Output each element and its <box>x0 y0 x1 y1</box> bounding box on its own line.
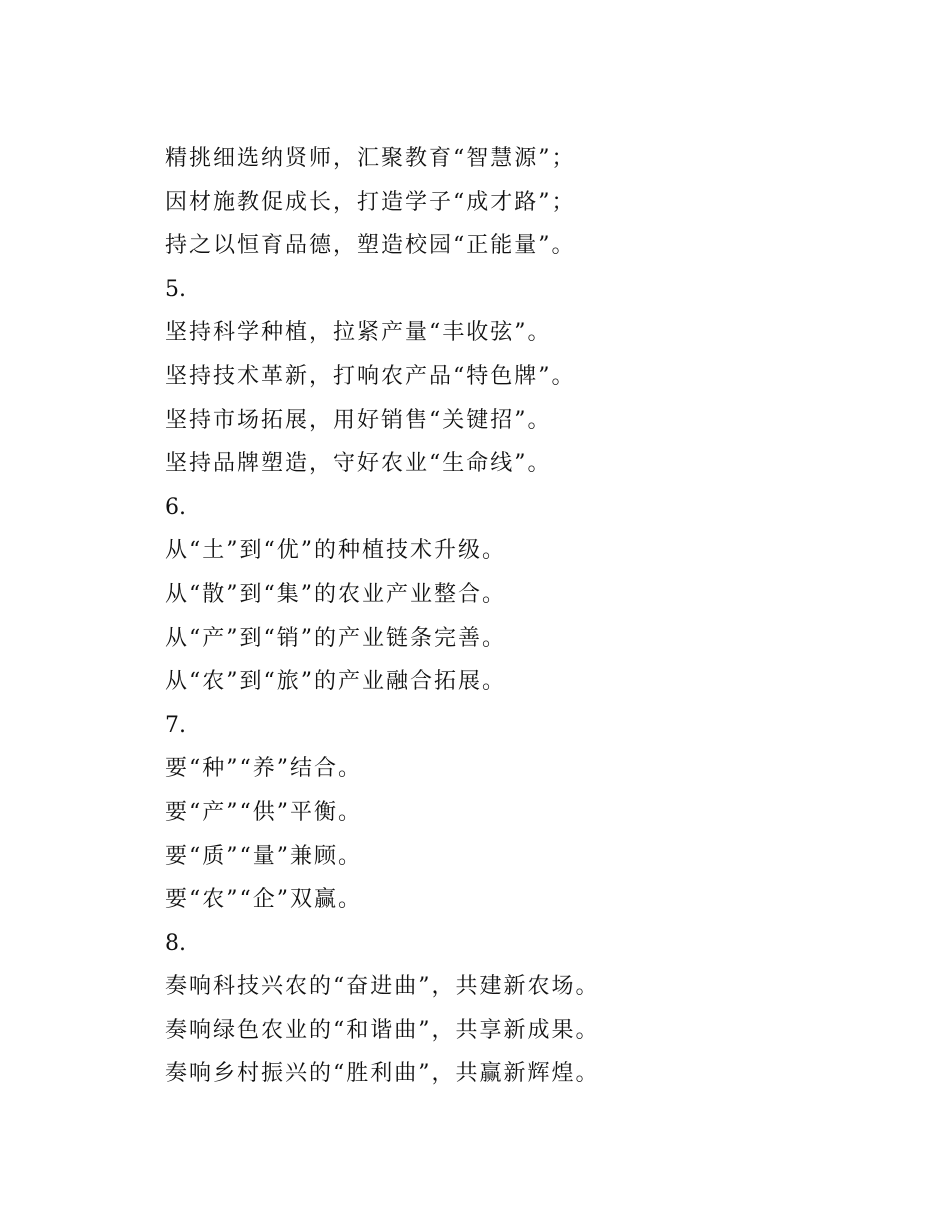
text-line: 从“产”到“销”的产业链条完善。 <box>165 625 506 651</box>
section-number: 7. <box>165 712 186 738</box>
text-line: 从“土”到“优”的种植技术升级。 <box>165 538 506 564</box>
text-line: 坚持品牌塑造，守好农业“生命线”。 <box>165 451 552 477</box>
text-line: 奏响绿色农业的“和谐曲”，共享新成果。 <box>165 1017 600 1043</box>
section-number: 8. <box>165 930 186 956</box>
text-line: 要“产”“供”平衡。 <box>165 799 362 825</box>
document-body <box>165 137 885 1096</box>
section-number: 6. <box>165 494 186 520</box>
text-line: 奏响科技兴农的“奋进曲”，共建新农场。 <box>165 974 600 1000</box>
text-line: 奏响乡村振兴的“胜利曲”，共赢新辉煌。 <box>165 1061 600 1087</box>
text-line: 从“农”到“旅”的产业融合拓展。 <box>165 669 506 695</box>
text-line: 坚持技术革新，打响农产品“特色牌”。 <box>165 363 576 389</box>
text-line: 要“种”“养”结合。 <box>165 756 362 782</box>
text-line: 持之以恒育品德，塑造校园“正能量”。 <box>165 233 576 259</box>
section-number: 5. <box>165 276 186 302</box>
text-line: 要“农”“企”双赢。 <box>165 887 362 913</box>
text-line: 要“质”“量”兼顾。 <box>165 843 362 869</box>
text-line: 精挑细选纳贤师，汇聚教育“智慧源”； <box>165 146 576 171</box>
text-line: 坚持科学种植，拉紧产量“丰收弦”。 <box>165 320 552 346</box>
text-line: 因材施教促成长，打造学子“成才路”； <box>165 189 576 215</box>
text-line: 坚持市场拓展，用好销售“关键招”。 <box>165 407 552 433</box>
text-line: 从“散”到“集”的农业产业整合。 <box>165 581 506 607</box>
